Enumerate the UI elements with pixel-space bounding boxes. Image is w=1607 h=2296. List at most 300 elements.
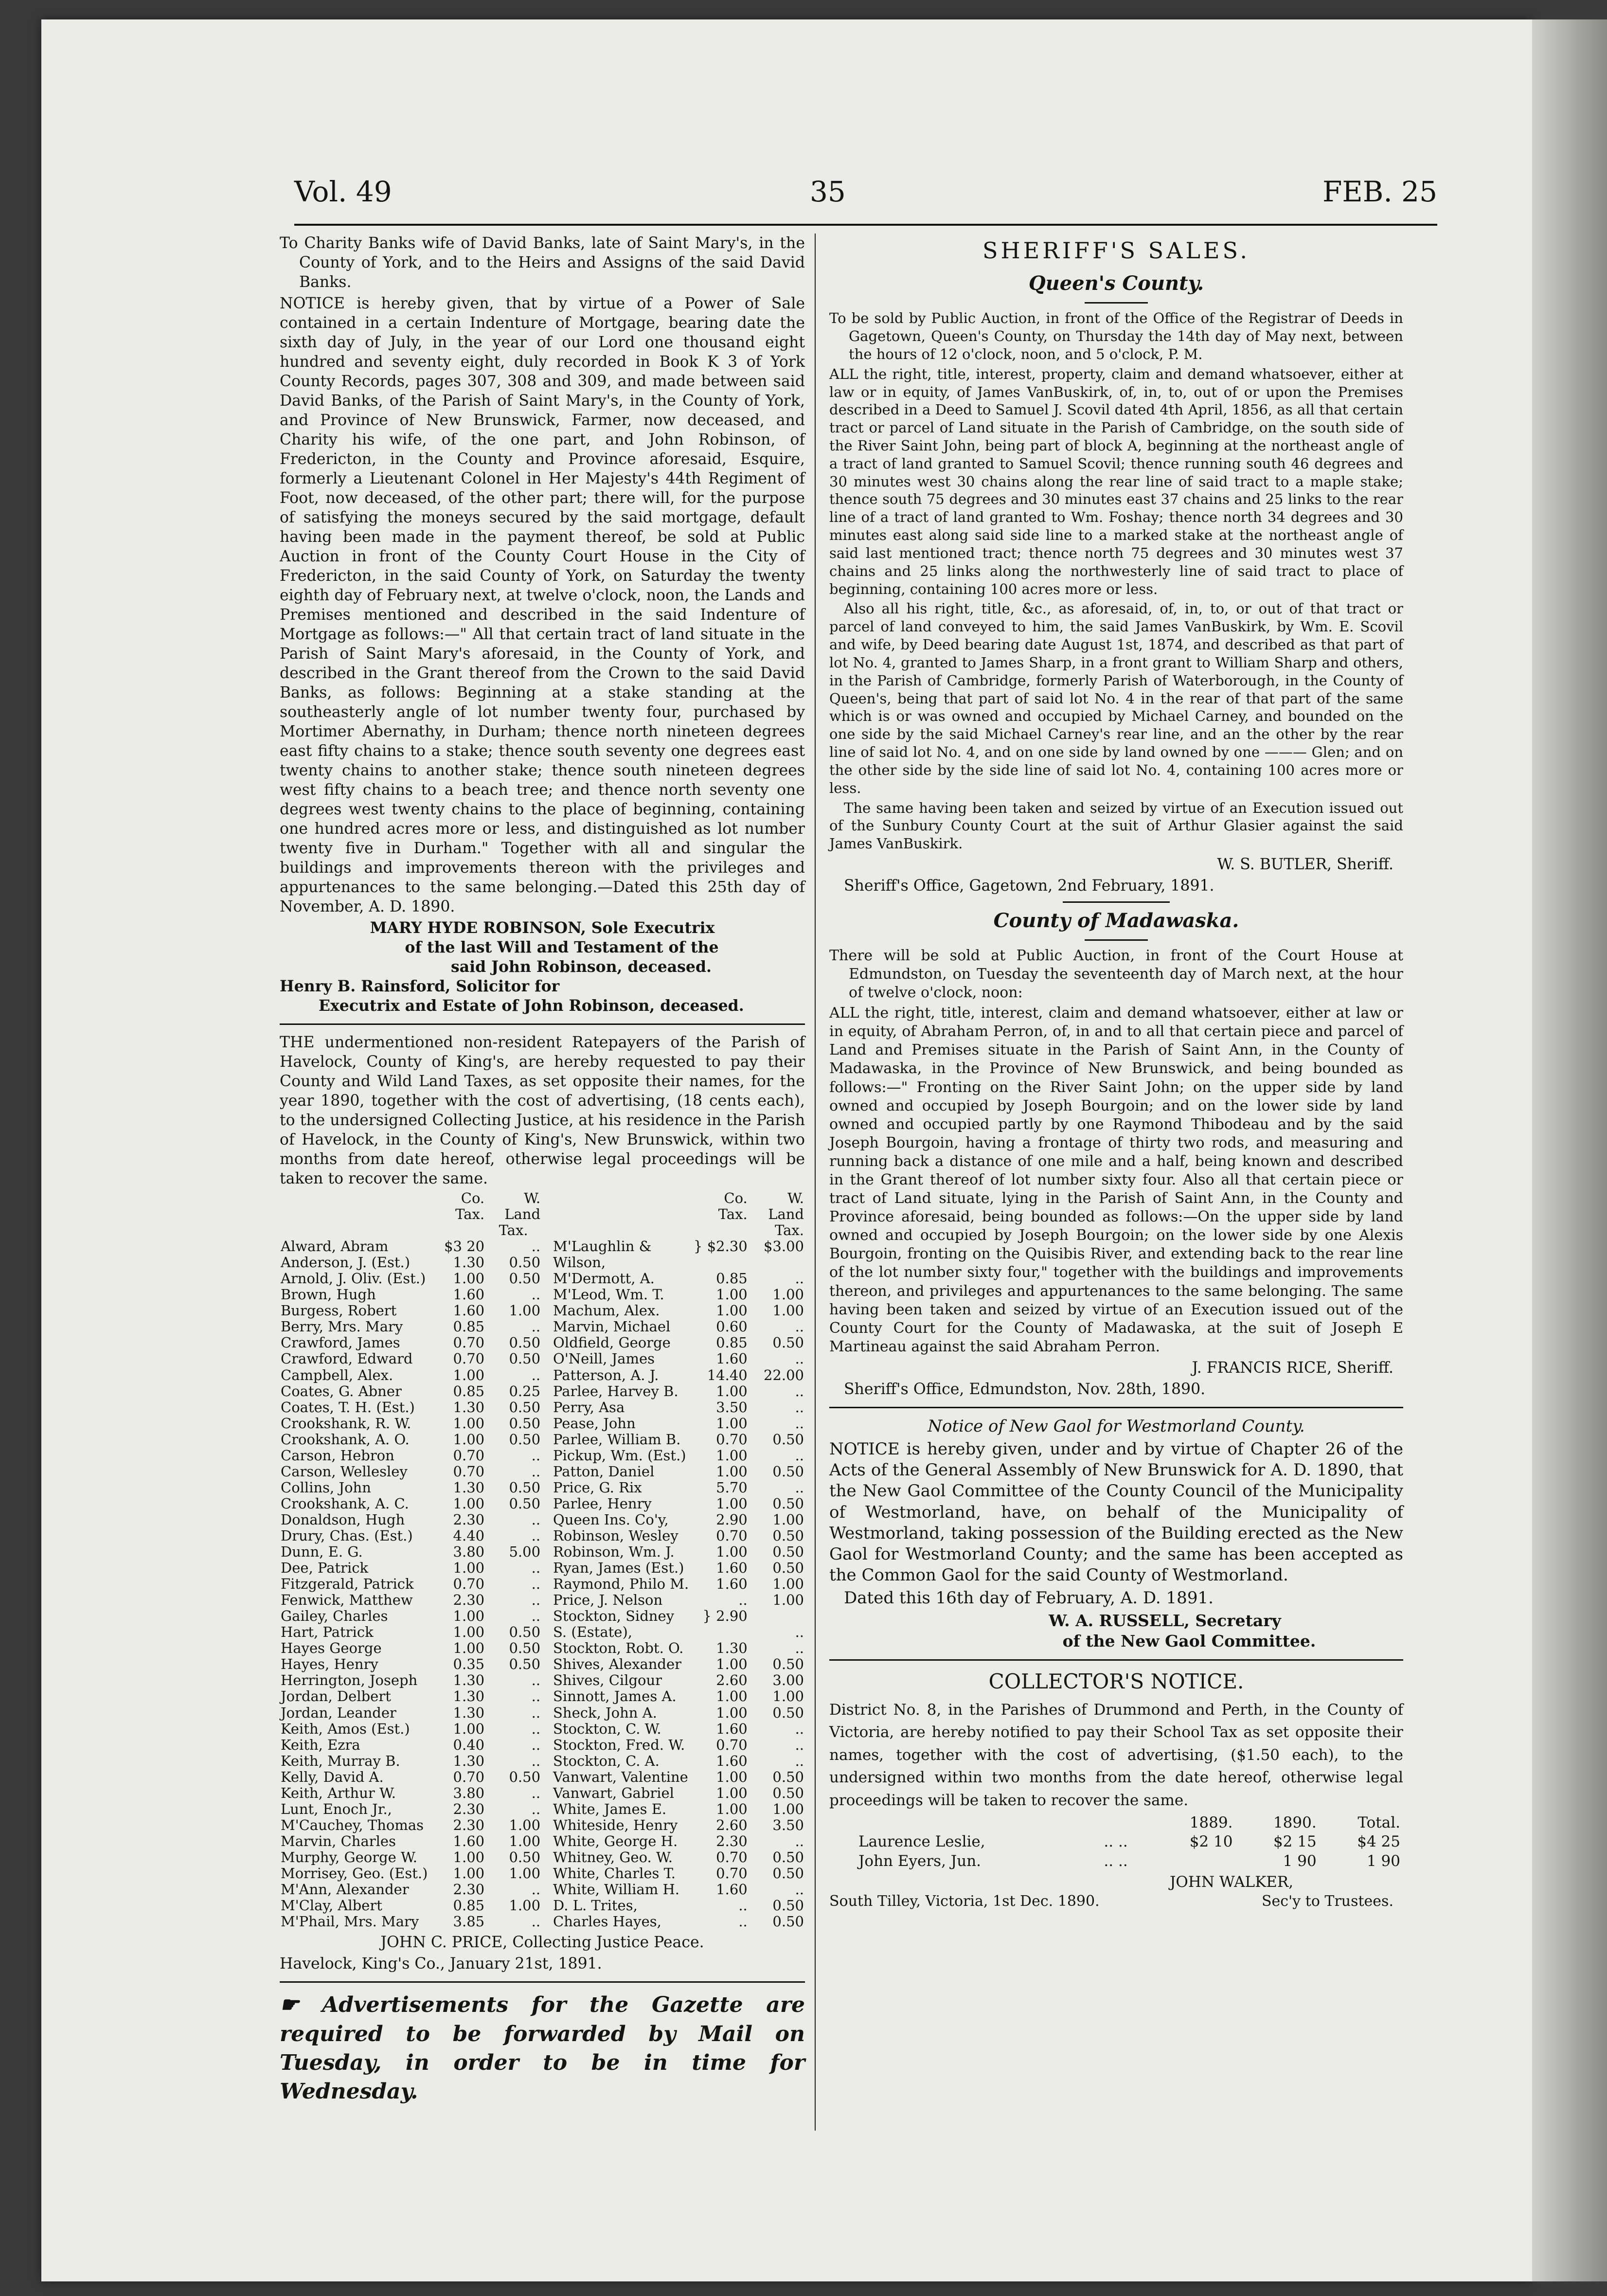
wild-land-tax: 1.00 — [772, 1302, 804, 1319]
tax-row — [280, 1592, 805, 1608]
tax-row — [280, 1833, 805, 1849]
county-tax: 0.70 — [716, 1865, 748, 1882]
wild-land-tax: 3.50 — [772, 1816, 804, 1833]
ratepayer-name: Oldfield, George — [553, 1334, 671, 1351]
county-tax: 1.00 — [716, 1382, 748, 1399]
ratepayer-name: Robinson, Wm. J. — [553, 1543, 675, 1561]
county-tax: 0.70 — [716, 1527, 748, 1544]
wild-land-tax: .. — [795, 1832, 804, 1849]
county-tax: 1.00 — [453, 1415, 485, 1432]
tax-row — [280, 1238, 805, 1255]
county-tax: 1.00 — [453, 1495, 485, 1512]
tax-subheader: Tax. — [499, 1222, 528, 1239]
ratepayer-name: M'Ann, Alexander — [281, 1881, 409, 1898]
ratepayer-name: Campbell, Alex. — [281, 1366, 393, 1383]
ratepayer-name: Whitney, Geo. W. — [553, 1848, 673, 1866]
county-tax: 1.60 — [716, 1720, 748, 1737]
mortgage-signature-3: said John Robinson, deceased. — [451, 958, 712, 976]
county-tax: 1.00 — [716, 1800, 748, 1817]
tax-row — [280, 1866, 805, 1882]
madawaska-body: ALL the right, title, interest, claim and demand whatsoever, either at law or in equity, of Abraham Perron, of, in and to all that certain piece and parcel of Land and Premises situate in the Parish of Saint Ann, in the County of Madawaska, in the Province of New Brunswick, and being bounded as follows:—" Fronting on the River Saint John; on the upper side by land owned and occupied by Joseph Bourgoin; and on the lower side by land owned and occupied partly by one Raymond Thibodeau and by the said Joseph Bourgoin, having a frontage of thirty two rods, and measuring and running back a distance of one mile and a half, being known and described in the Grant thereof of lot number sixty four. Also all that certain piece or tract of Land situate, lying in the Parish of Saint Ann, in the County and Province aforesaid, being bounded as follows:—On the upper side by land owned and occupied by Joseph Bourgoin; on the lower side by one Alexis Bourgoin, fronting on the Quisibis River, and extending back to the rear line of the lot number sixty four," together with the buildings and improvements thereon, and privileges and appurtenances to the same belonging. The same having been taken and seized by virtue of an Execution issued out of the County Court for the County of Madawaska, at the suit of Joseph E Martineau against the said Abraham Perron. — [829, 1004, 1403, 1355]
county-tax: 0.85 — [453, 1318, 485, 1335]
ratepayer-name: Jordan, Leander — [281, 1704, 396, 1721]
tax-row — [280, 1640, 805, 1656]
ratepayer-name: Coates, G. Abner — [281, 1382, 402, 1399]
collectors-tax-table — [829, 1813, 1403, 1871]
ratepayer-name: Gailey, Charles — [281, 1608, 388, 1625]
ratepayer-name: Patterson, A. J. — [553, 1366, 659, 1383]
collector-row-1890: 1 90 — [1283, 1852, 1317, 1870]
queens-county-signature: W. S. BUTLER, Sheriff. — [1217, 856, 1393, 874]
short-rule — [1085, 302, 1148, 304]
ratepayer-name: White, James E. — [553, 1800, 667, 1817]
wild-land-tax: .. — [795, 1447, 804, 1464]
collectors-row — [829, 1832, 1403, 1851]
county-tax: 2.90 — [716, 1511, 748, 1528]
collector-row-dots: .. .. — [1104, 1833, 1128, 1851]
county-tax: 0.85 — [716, 1334, 748, 1351]
county-tax: 14.40 — [707, 1366, 748, 1383]
wland-header-2: W. Land — [768, 1190, 804, 1223]
collectors-notice-heading: COLLECTOR'S NOTICE. — [988, 1669, 1244, 1694]
collectors-date: South Tilley, Victoria, 1st Dec. 1890. — [829, 1892, 1100, 1910]
ratepayer-name: Crookshank, A. C. — [281, 1495, 409, 1512]
county-tax: 0.85 — [716, 1270, 748, 1287]
col-total: Total. — [1357, 1814, 1400, 1832]
ratepayer-name: Fenwick, Matthew — [281, 1592, 413, 1609]
collector-row-total: 1 90 — [1366, 1852, 1400, 1870]
ratepayer-name: Price, J. Nelson — [553, 1592, 663, 1609]
mortgage-notice-body: NOTICE is hereby given, that by virtue of a Power of Sale contained in a certain Indenture of Mortgage, bearing date the sixth day of July, in the year of our Lord one thousand eight hundred and seventy eight, duly recorded in Book K 3 of York County Records, pages 307, 308 and 309, and made between said David Banks, of the Parish of Saint Mary's, in the County of York, and Province of New Brunswick, Farmer, now deceased, and Charity his wife, of the one part, and John Robinson, of Fredericton, in the County and Province aforesaid, Esquire, formerly a Lieutenant Colonel in Her Majesty's 44th Regiment of Foot, now deceased, of the other part; there will, for the purpose of satisfying the moneys secured by the said mortgage, default having been made in the payment thereof, be sold at Public Auction in front of the County Court House in the City of Fredericton, in the said County of York, on Saturday the twenty eighth day of February next, at twelve o'clock, noon, the Lands and Premises mentioned and described in the said Indenture of Mortgage as follows:—" All that certain tract of land situate in the Parish of Saint Mary's aforesaid, in the County of York, and described in the Grant thereof from the Crown to the said David Banks, as follows: Beginning at a stake standing at the southeasterly angle of lot number twenty four, purchased by Mortimer Abernathy, in Durham; thence north nineteen degrees east fifty chains to a stake; thence south seventy one degrees east twenty chains to another stake; thence south nineteen degrees west fifty chains to a beach tree; and thence north seventy one degrees west twenty chains to the place of beginning, containing one hundred acres more or less, and distinguished as lot number twenty five in Durham." Together with all and singular the buildings and improvements thereon with the privileges and appurtenances to the same belonging.—Dated this 25th day of November, A. D. 1890. — [280, 295, 805, 915]
wild-land-tax: 0.50 — [772, 1848, 804, 1866]
wild-land-tax: .. — [531, 1881, 541, 1898]
wild-land-tax: .. — [531, 1447, 541, 1464]
wild-land-tax: 0.50 — [509, 1624, 541, 1641]
tax-row — [280, 1480, 805, 1496]
county-tax: 0.70 — [453, 1576, 485, 1593]
wild-land-tax: .. — [531, 1463, 541, 1480]
collectors-signature: JOHN WALKER, — [1170, 1873, 1294, 1891]
county-tax: 2.30 — [453, 1511, 485, 1528]
county-tax: } 2.90 — [702, 1608, 748, 1625]
county-tax: 0.70 — [453, 1463, 485, 1480]
wild-land-tax: 0.50 — [509, 1399, 541, 1416]
county-tax: 3.80 — [453, 1784, 485, 1801]
queens-county-date: Sheriff's Office, Gagetown, 2nd February, 1891. — [844, 877, 1214, 895]
wild-land-tax: 0.50 — [509, 1479, 541, 1496]
gaol-notice-body: NOTICE is hereby given, under and by virtue of Chapter 26 of the Acts of the General Assembly of New Brunswick for A. D. 1890, that the New Gaol Committee of the County Council of the Municipality of Westmorland, have, on behalf of the Municipality of Westmorland, taking possession of the Building erected as the New Gaol for Westmorland County; and the same has been accepted as the Common Gaol for the said County of Westmorland. — [829, 1439, 1403, 1585]
county-tax: 1.00 — [716, 1656, 748, 1673]
county-tax: 1.30 — [453, 1752, 485, 1769]
wild-land-tax: .. — [531, 1560, 541, 1577]
tax-row — [280, 1351, 805, 1367]
wild-land-tax: .. — [531, 1784, 541, 1801]
mortgage-notice-heading: To Charity Banks wife of David Banks, late of Saint Mary's, in the County of York, and to the Heirs and Assigns of the said David Banks. — [280, 234, 805, 291]
mortgage-solicitor-2: Executrix and Estate of John Robinson, deceased. — [319, 997, 744, 1015]
tax-row — [280, 1898, 805, 1914]
county-tax: $3 20 — [444, 1238, 485, 1255]
tax-row — [280, 1753, 805, 1769]
wild-land-tax — [749, 1608, 805, 1624]
wild-land-tax: 1.00 — [772, 1800, 804, 1817]
wild-land-tax: .. — [795, 1736, 804, 1753]
ratepayer-name: White, George H. — [553, 1832, 678, 1849]
volume-number: Vol. 49 — [294, 175, 392, 208]
county-tax: 1.60 — [716, 1560, 748, 1577]
ratepayer-name: Collins, John — [281, 1479, 371, 1496]
wild-land-tax: 0.50 — [772, 1543, 804, 1561]
county-tax: 1.30 — [453, 1254, 485, 1271]
gaol-signature-2: of the New Gaol Committee. — [1062, 1632, 1316, 1651]
ratepayer-name: M'Leod, Wm. T. — [553, 1286, 664, 1303]
county-tax: 2.60 — [716, 1672, 748, 1689]
tax-row — [280, 1769, 805, 1785]
wild-land-tax: 0.50 — [509, 1768, 541, 1785]
ratepayer-name: Anderson, J. (Est.) — [281, 1254, 411, 1271]
tax-table-body — [280, 1238, 805, 1930]
tax-row — [280, 1849, 805, 1866]
county-tax: 1.30 — [453, 1672, 485, 1689]
county-tax: 1.00 — [453, 1560, 485, 1577]
tax-row — [280, 1801, 805, 1817]
ratepayer-name: Dee, Patrick — [281, 1560, 369, 1577]
county-tax: 3.50 — [716, 1399, 748, 1416]
county-tax: 0.40 — [453, 1736, 485, 1753]
tax-row — [280, 1914, 805, 1930]
tax-row — [280, 1737, 805, 1753]
county-tax: .. — [738, 1913, 748, 1930]
header-rule — [294, 224, 1437, 226]
county-tax: 1.60 — [716, 1350, 748, 1367]
ratepayer-name: Hart, Patrick — [281, 1624, 374, 1641]
ratepayer-name: Robinson, Wesley — [553, 1527, 679, 1544]
wild-land-tax: 1.00 — [509, 1302, 541, 1319]
ratepayer-name: M'Clay, Albert — [281, 1897, 382, 1914]
ratepayer-name: Parlee, Harvey B. — [553, 1382, 679, 1399]
ratepayer-name: Murphy, George W. — [281, 1848, 417, 1866]
ratepayers-tax-table — [280, 1190, 805, 1930]
wild-land-tax: 0.50 — [509, 1350, 541, 1367]
wild-land-tax: 0.50 — [772, 1495, 804, 1512]
wild-land-tax: 0.50 — [509, 1431, 541, 1448]
short-rule-2 — [1063, 901, 1170, 903]
wild-land-tax: .. — [795, 1350, 804, 1367]
tax-row — [280, 1672, 805, 1688]
wild-land-tax: 0.50 — [772, 1656, 804, 1673]
county-tax: 1.00 — [453, 1608, 485, 1625]
county-tax: 1.00 — [716, 1543, 748, 1561]
ratepayer-name: Shives, Alexander — [553, 1656, 682, 1673]
county-tax: 0.35 — [453, 1656, 485, 1673]
ratepayer-name: Whiteside, Henry — [553, 1816, 678, 1833]
tax-row — [280, 1464, 805, 1480]
ratepayer-name: Stockton, Robt. O. — [553, 1640, 684, 1657]
county-tax: 1.00 — [716, 1768, 748, 1785]
ratepayer-name: Parlee, Henry — [553, 1495, 652, 1512]
tax-row — [280, 1576, 805, 1592]
wild-land-tax: .. — [531, 1913, 541, 1930]
ratepayer-name: Price, G. Rix — [553, 1479, 642, 1496]
gaol-signature-1: W. A. RUSSELL, Secretary — [1049, 1611, 1281, 1631]
gaol-notice-heading: Notice of New Gaol for Westmorland County. — [928, 1416, 1305, 1436]
ratepayer-name: D. L. Trites, — [553, 1897, 638, 1914]
wild-land-tax: .. — [531, 1752, 541, 1769]
wild-land-tax: .. — [531, 1672, 541, 1689]
queens-county-para-1: ALL the right, title, interest, property, claim and demand whatsoever, either at law or in equity, of James VanBuskirk, of, in, to, out of or upon the Premises described in a Deed to Samuel J. Scovil dated 4th April, 1856, as all that certain tract or parcel of Land situate in the Parish of Cambridge, on the south side of the River Saint John, being part of block A, beginning at the northeast angle of a tract of land granted to Samuel Scovil; thence running south 46 degrees and 30 minutes west 30 chains along the rear line of said tract to a maple stake; thence south 75 degrees and 30 minutes east 37 chains and 25 links to the rear line of a tract of land granted to Wm. Foshay; thence north 34 degrees and 30 minutes east along said side line to a marked stake at the northeast angle of said last mentioned tract; thence north 75 degrees and 30 minutes west 37 chains and 25 links along the northwesterly line of said tract to place of beginning, containing 100 acres more or less. — [829, 365, 1403, 597]
county-tax: 1.60 — [716, 1752, 748, 1769]
tax-row — [280, 1882, 805, 1898]
tax-row — [280, 1656, 805, 1672]
county-tax: 3.85 — [453, 1913, 485, 1930]
wild-land-tax: .. — [795, 1415, 804, 1432]
tax-row — [280, 1271, 805, 1287]
wild-land-tax: 0.50 — [509, 1415, 541, 1432]
ratepayer-name: Coates, T. H. (Est.) — [281, 1399, 415, 1416]
wland-header: W. Land — [504, 1190, 541, 1223]
tax-row — [280, 1608, 805, 1624]
wild-land-tax — [749, 1255, 805, 1271]
ratepayer-name: Crawford, Edward — [281, 1350, 413, 1367]
county-tax: 1.00 — [453, 1848, 485, 1866]
tax-row — [280, 1432, 805, 1448]
county-tax: 0.70 — [716, 1431, 748, 1448]
queens-county-para-3: The same having been taken and seized by virtue of an Execution issued out of the Sunbury County Court at the suit of Arthur Glasier against the said James VanBuskirk. — [829, 799, 1403, 852]
ratepayer-name: Alward, Abram — [281, 1238, 389, 1255]
wild-land-tax: .. — [531, 1704, 541, 1721]
county-tax: 0.85 — [453, 1382, 485, 1399]
ratepayer-name: White, Charles T. — [553, 1865, 676, 1882]
wild-land-tax: .. — [531, 1527, 541, 1544]
wild-land-tax: 1.00 — [772, 1286, 804, 1303]
wild-land-tax: .. — [531, 1592, 541, 1609]
ratepayer-name: Machum, Alex. — [553, 1302, 660, 1319]
col-1889: 1889. — [1189, 1814, 1233, 1832]
ratepayer-name: Arnold, J. Oliv. (Est.) — [281, 1270, 426, 1287]
county-tax: 1.30 — [716, 1640, 748, 1657]
wild-land-tax: 0.25 — [509, 1382, 541, 1399]
wild-land-tax: 0.50 — [772, 1334, 804, 1351]
madawaska-date: Sheriff's Office, Edmundston, Nov. 28th, 1890. — [844, 1380, 1206, 1398]
ratepayer-name: Charles Hayes, — [553, 1913, 661, 1930]
wild-land-tax: .. — [795, 1318, 804, 1335]
county-tax: 0.70 — [453, 1334, 485, 1351]
county-tax: 4.40 — [453, 1527, 485, 1544]
county-tax: 0.70 — [453, 1447, 485, 1464]
co-tax-header: Co. Tax. — [455, 1190, 485, 1223]
wild-land-tax: 0.50 — [509, 1270, 541, 1287]
collector-row-dots: .. .. — [1104, 1852, 1128, 1870]
county-tax: 1.00 — [716, 1415, 748, 1432]
ratepayer-name: Perry, Asa — [553, 1399, 625, 1416]
ratepayer-name: Keith, Arthur W. — [281, 1784, 396, 1801]
tax-row — [280, 1705, 805, 1721]
collectors-signature-title: Sec'y to Trustees. — [1261, 1892, 1393, 1910]
ratepayer-name: Brown, Hugh — [281, 1286, 376, 1303]
wild-land-tax: 1.00 — [509, 1816, 541, 1833]
county-tax: 0.70 — [453, 1350, 485, 1367]
ratepayer-name: Marvin, Michael — [553, 1318, 671, 1335]
county-tax: 1.60 — [716, 1881, 748, 1898]
mortgage-signature-2: of the last Will and Testament of the — [405, 938, 719, 956]
madawaska-intro: There will be sold at Public Auction, in front of the Court House at Edmundston, on Tuesday the seventeenth day of March next, at the hour of twelve o'clock, noon: — [829, 947, 1403, 1002]
ratepayer-name: O'Neill, James — [553, 1350, 655, 1367]
mortgage-signature-1: MARY HYDE ROBINSON, Sole Executrix — [370, 919, 715, 937]
wild-land-tax: 1.00 — [509, 1897, 541, 1914]
wild-land-tax: 0.50 — [772, 1768, 804, 1785]
tax-subheader-2: Tax. — [775, 1222, 804, 1239]
wild-land-tax: 22.00 — [763, 1366, 804, 1383]
mortgage-solicitor-1: Henry B. Rainsford, Solicitor for — [280, 977, 560, 995]
ratepayer-name: White, William H. — [553, 1881, 679, 1898]
county-tax: 0.70 — [716, 1848, 748, 1866]
ratepayer-name: Dunn, E. G. — [281, 1543, 363, 1561]
ratepayer-name: Marvin, Charles — [281, 1832, 396, 1849]
collector-row-name: John Eyers, Jun. — [858, 1852, 982, 1870]
county-tax: 1.00 — [453, 1720, 485, 1737]
ratepayer-name: Parlee, William B. — [553, 1431, 681, 1448]
county-tax: 0.85 — [453, 1897, 485, 1914]
county-tax: 2.30 — [453, 1881, 485, 1898]
collector-row-name: Laurence Leslie, — [858, 1833, 985, 1851]
collector-row-1889: $2 10 — [1189, 1833, 1233, 1851]
tax-row — [280, 1319, 805, 1335]
ratepayer-name: S. (Estate), — [553, 1624, 632, 1641]
county-tax: 1.00 — [716, 1286, 748, 1303]
ratepayer-name: Pease, John — [553, 1415, 636, 1432]
wild-land-tax: .. — [531, 1286, 541, 1303]
wild-land-tax: 0.50 — [772, 1560, 804, 1577]
county-tax: 1.00 — [453, 1640, 485, 1657]
ratepayers-notice-body: THE undermentioned non-resident Ratepayers of the Parish of Havelock, County of King's, are hereby requested to pay their County and Wild Land Taxes, as set opposite their names, for the year 1890, together with the cost of advertising, (18 cents each), to the undersigned Collecting Justice, at his residence in the Parish of Havelock, in the County of King's, New Brunswick, within two months from date hereof, otherwise legal proceedings will be taken to recover the same. — [280, 1034, 805, 1187]
wild-land-tax: 0.50 — [772, 1897, 804, 1914]
queens-county-intro: To be sold by Public Auction, in front of the Office of the Registrar of Deeds in Gagetown, Queen's County, on Thursday the 14th day of May next, between the hours of 12 o'clock, noon, and 5 o'clock, P. M. — [829, 310, 1403, 362]
ratepayer-name: Wilson, — [553, 1254, 606, 1271]
collectors-row — [829, 1852, 1403, 1871]
ratepayer-name: Carson, Hebron — [281, 1447, 394, 1464]
ratepayer-name: Carson, Wellesley — [281, 1463, 408, 1480]
wild-land-tax: 0.50 — [509, 1848, 541, 1866]
county-tax: 2.30 — [716, 1832, 748, 1849]
ratepayer-name: Queen Ins. Co'y, — [553, 1511, 669, 1528]
tax-row — [280, 1785, 805, 1801]
queens-county-para-2: Also all his right, title, &c., as aforesaid, of, in, to, or out of that tract or parcel of land conveyed to him, the said James VanBuskirk, by Wm. E. Scovil and wife, by Deed bearing date August 1st, 1874, and described as that part of lot No. 4, granted to James Sharp, in a front grant to William Sharp and others, in the Parish of Cambridge, formerly Parish of Waterborough, in the County of Queen's, being that part of said lot No. 4 in the rear of that part of the same which is or was owned and occupied by Michael Carney, and bounded on the one side by the said Michael Carney's rear line, and an the other by the rear line of said lot No. 4, and on one side by land owned by one ——— Glen; and on the other side by the side line of said lot No. 4, containing 100 acres more or less. — [829, 600, 1403, 796]
tax-row — [280, 1688, 805, 1704]
county-tax: 1.00 — [716, 1688, 748, 1705]
wild-land-tax: 0.50 — [772, 1784, 804, 1801]
ratepayer-name: Vanwart, Valentine — [553, 1768, 688, 1785]
wild-land-tax: .. — [795, 1640, 804, 1657]
ratepayer-name: Crookshank, A. O. — [281, 1431, 410, 1448]
page-number: 35 — [810, 175, 846, 208]
ratepayer-name: Stockton, C. A. — [553, 1752, 660, 1769]
ratepayer-name: M'Cauchey, Thomas — [281, 1816, 424, 1833]
tax-row — [280, 1399, 805, 1416]
collector-row-total: $4 25 — [1357, 1833, 1400, 1851]
ratepayer-name: Fitzgerald, Patrick — [281, 1576, 414, 1593]
wild-land-tax: 1.00 — [509, 1865, 541, 1882]
county-tax: 1.60 — [453, 1832, 485, 1849]
wild-land-tax: .. — [531, 1366, 541, 1383]
advertisement-notice — [280, 1991, 805, 2106]
wild-land-tax: 3.00 — [772, 1672, 804, 1689]
wild-land-tax: .. — [795, 1399, 804, 1416]
tax-row — [280, 1624, 805, 1640]
queens-county-heading: Queen's County. — [1028, 272, 1204, 295]
county-tax: .. — [738, 1897, 748, 1914]
tax-row — [280, 1528, 805, 1544]
county-tax: 1.00 — [716, 1463, 748, 1480]
tax-row — [280, 1416, 805, 1432]
ratepayer-name: Ryan, James (Est.) — [553, 1560, 684, 1577]
ratepayer-name: Keith, Amos (Est.) — [281, 1720, 410, 1737]
tax-row — [280, 1817, 805, 1833]
tax-row — [280, 1255, 805, 1271]
tax-row — [280, 1367, 805, 1383]
wild-land-tax: .. — [795, 1382, 804, 1399]
wild-land-tax: 1.00 — [772, 1592, 804, 1609]
section-rule-4 — [829, 1659, 1403, 1661]
ratepayer-name: Hayes George — [281, 1640, 382, 1657]
ratepayer-name: M'Phail, Mrs. Mary — [281, 1913, 419, 1930]
wild-land-tax: 0.50 — [772, 1913, 804, 1930]
county-tax — [690, 1624, 749, 1640]
wild-land-tax: .. — [795, 1752, 804, 1769]
wild-land-tax: 1.00 — [772, 1576, 804, 1593]
county-tax: 3.80 — [453, 1543, 485, 1561]
county-tax: 1.30 — [453, 1479, 485, 1496]
column-divider — [815, 233, 816, 2131]
wild-land-tax: .. — [795, 1624, 804, 1641]
wild-land-tax: 0.50 — [509, 1334, 541, 1351]
county-tax: 0.70 — [716, 1736, 748, 1753]
wild-land-tax: 1.00 — [772, 1688, 804, 1705]
ratepayer-name: Lunt, Enoch Jr., — [281, 1800, 392, 1817]
collectors-footer — [829, 1892, 1403, 1911]
county-tax: 2.30 — [453, 1800, 485, 1817]
ratepayer-name: Crookshank, R. W. — [281, 1415, 411, 1432]
wild-land-tax: 0.50 — [772, 1431, 804, 1448]
wild-land-tax: 0.50 — [772, 1704, 804, 1721]
county-tax: 1.60 — [453, 1286, 485, 1303]
wild-land-tax: .. — [531, 1238, 541, 1255]
ratepayer-name: Drury, Chas. (Est.) — [281, 1527, 413, 1544]
tax-row — [280, 1560, 805, 1576]
wild-land-tax: 0.50 — [772, 1463, 804, 1480]
tax-row — [280, 1335, 805, 1351]
book-spine — [1532, 19, 1607, 2281]
wild-land-tax: 0.50 — [509, 1495, 541, 1512]
right-column — [829, 233, 1403, 2179]
county-tax: 0.70 — [453, 1768, 485, 1785]
ratepayer-name: Herrington, Joseph — [281, 1672, 418, 1689]
section-rule-2 — [280, 1981, 805, 1983]
tax-row — [280, 1448, 805, 1464]
wild-land-tax: .. — [531, 1511, 541, 1528]
wild-land-tax: .. — [531, 1736, 541, 1753]
county-tax: .. — [738, 1592, 748, 1609]
ratepayer-name: Donaldson, Hugh — [281, 1511, 405, 1528]
ratepayers-signature: JOHN C. PRICE, Collecting Justice Peace. — [380, 1934, 704, 1952]
wild-land-tax: 0.50 — [772, 1865, 804, 1882]
county-tax: 1.00 — [453, 1270, 485, 1287]
gaol-notice-date: Dated this 16th day of February, A. D. 1891. — [844, 1588, 1214, 1608]
tax-table-header — [280, 1190, 805, 1222]
county-tax: 1.00 — [716, 1447, 748, 1464]
ratepayer-name: Sheck, John A. — [553, 1704, 657, 1721]
ratepayer-name: Burgess, Robert — [281, 1302, 397, 1319]
county-tax: 1.00 — [716, 1302, 748, 1319]
madawaska-heading: County of Madawaska. — [993, 909, 1239, 933]
